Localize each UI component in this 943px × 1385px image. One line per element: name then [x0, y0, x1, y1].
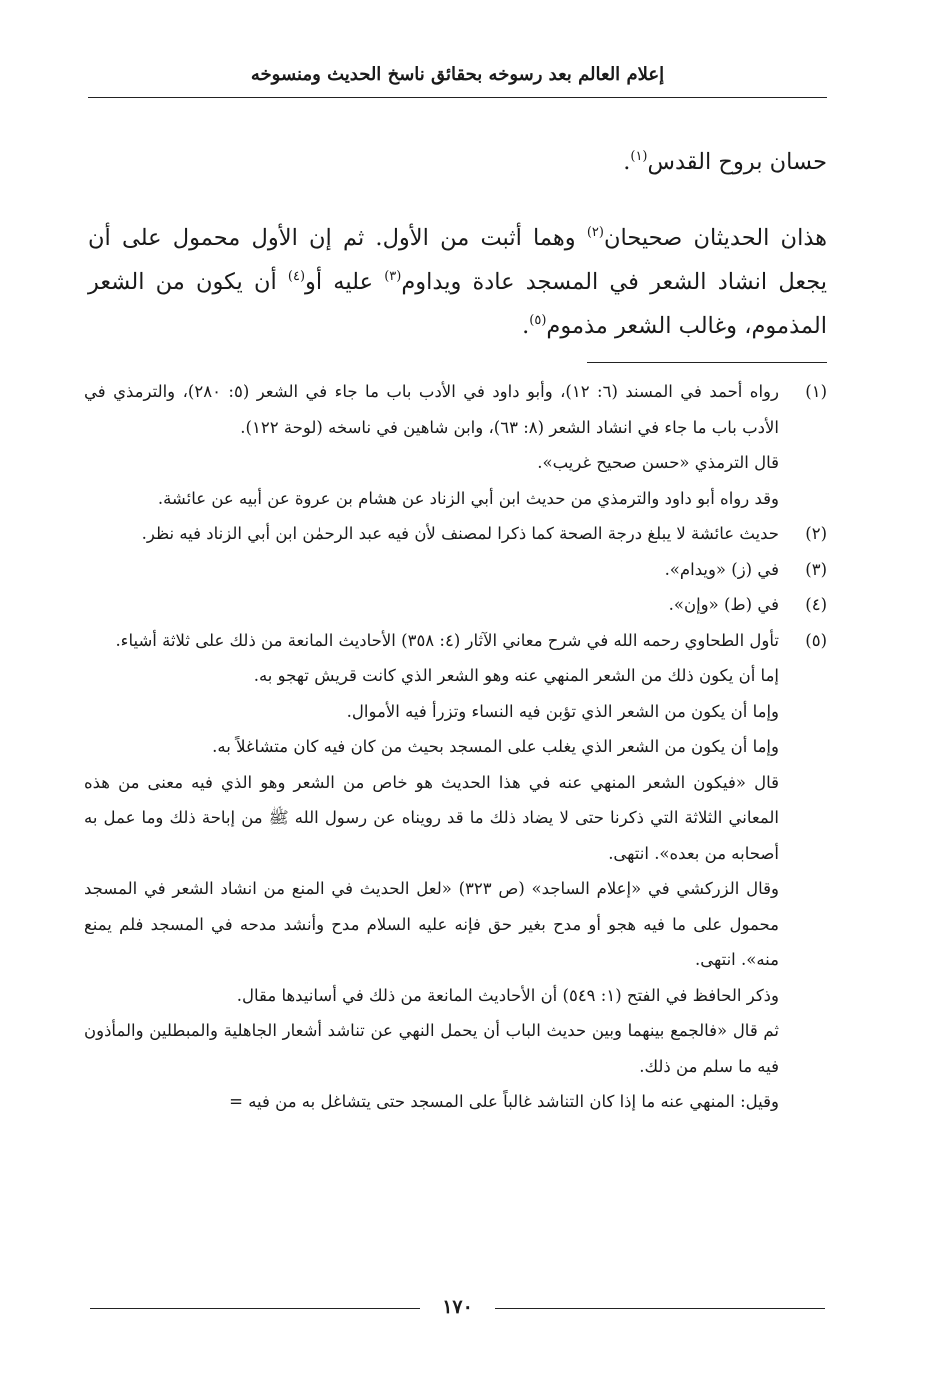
main-line-1-end: .: [623, 149, 631, 175]
footnote-mark: (٥): [805, 630, 827, 650]
main-para-part-a: هذان الحديثان صحيحان: [603, 225, 827, 251]
footnote-mark: (٣): [805, 559, 827, 579]
footnote-paragraph: ثم قال «فالجمع بينهما وبين حديث الباب أن يحمل النهي عن تناشد أشعار الجاهلية والمبطلين والمأذون فيه ما سلم من ذلك.: [84, 1021, 779, 1076]
footnote-3: [84, 552, 827, 588]
footnote-paragraph: وقيل: المنهي عنه ما إذا كان التناشد غالباً على المسجد حتى يتشاغل به من فيه =: [229, 1092, 779, 1111]
footnote-paragraph: وذكر الحافظ في الفتح (١: ٥٤٩) أن الأحاديث المانعة من ذلك في أسانيدها مقال.: [236, 985, 779, 1005]
footnote-paragraph: قال «فيكون الشعر المنهي عنه في هذا الحديث هو خاص من الشعر وهو الذي فيه معنى من هذه المعاني الثلاثة التي ذكرنا حتى لا يضاد ذلك ما قد رويناه عن رسول الله ﷺ من إباحة ذلك وما عمل به أصحابه من بعده». انتهى.: [84, 772, 779, 863]
footnote-paragraph: في (ط) «وإن».: [668, 595, 779, 614]
footnote-2: [84, 516, 827, 552]
footnote-paragraph: حديث عائشة لا يبلغ درجة الصحة كما ذكرا لمصنف لأن فيه عبد الرحمٰن ابن أبي الزناد فيه نظر.: [141, 524, 779, 543]
page-footer: [90, 1292, 825, 1322]
footnote-paragraph: وإما أن يكون من الشعر الذي يغلب على المسجد بحيث من كان فيه كان متشاغلاً به.: [212, 737, 779, 756]
footnote-paragraph: وقد رواه أبو داود والترمذي من حديث ابن أبي الزناد عن هشام بن عروة عن أبيه عن عائشة.: [157, 488, 779, 508]
footnote-body: [84, 587, 779, 623]
footnote-separator: [587, 362, 827, 363]
footnote-ref-2: (٢): [586, 225, 604, 240]
main-line-1: [88, 140, 827, 184]
footnote-paragraph: وإما أن يكون من الشعر الذي تؤبن فيه النساء وتزرأ فيه الأموال.: [346, 701, 779, 721]
footer-rule-left: [90, 1308, 420, 1309]
main-text: [88, 140, 827, 348]
footnotes: [84, 374, 827, 1120]
main-para-part-b: وهما أثبت من الأول. ثم إن الأول محمول على أن يجعل انشاد الشعر في المسجد عادة ويداوم: [88, 225, 827, 295]
page-number: ١٧٠: [442, 1296, 473, 1318]
main-line-1-text: حسان بروح القدس: [647, 149, 827, 175]
footnote-4: [84, 587, 827, 623]
main-para-part-d: أن يكون من الشعر المذموم، وغالب الشعر مذموم: [88, 269, 827, 339]
footnote-paragraph: في (ز) «ويدام».: [664, 559, 779, 579]
footnote-body: [84, 552, 779, 588]
footnote-paragraph: تأول الطحاوي رحمه الله في شرح معاني الآثار (٤: ٣٥٨) الأحاديث المانعة من ذلك على ثلاثة أشياء.: [115, 630, 779, 650]
footnote-body: [84, 623, 779, 1120]
footnote-paragraph: إما أن يكون ذلك من الشعر المنهي عنه وهو الشعر الذي كانت قريش تهجو به.: [253, 666, 779, 685]
footnote-paragraph: قال الترمذي «حسن صحيح غريب».: [537, 453, 779, 472]
footnote-ref-1: (١): [630, 149, 648, 164]
main-para-part-c: عليه أو: [305, 269, 385, 295]
footnote-mark: (٢): [805, 524, 827, 543]
footnote-ref-5: (٥): [529, 313, 547, 328]
footnote-body: [84, 374, 779, 516]
footnote-mark: (١): [805, 382, 827, 401]
footnote-ref-3: (٣): [384, 269, 402, 284]
footnote-ref-4: (٤): [287, 269, 306, 284]
main-para-part-e: .: [522, 313, 530, 339]
running-header: إعلام العالم بعد رسوخه بحقائق ناسخ الحديث ومنسوخه: [250, 64, 665, 85]
footnote-body: [84, 516, 779, 552]
header-rule: [88, 97, 827, 98]
footnote-paragraph: رواه أحمد في المسند (٦: ١٢)، وأبو داود في الأدب باب ما جاء في الشعر (٥: ٢٨٠)، والترمذي في الأدب باب ما جاء في انشاد الشعر (٨: ٦٣)، وابن شاهين في ناسخه (لوحة ١٢٢).: [84, 382, 779, 437]
main-paragraph: [88, 216, 827, 348]
footnote-5: [84, 623, 827, 1120]
footnote-1: [84, 374, 827, 516]
footnote-paragraph: وقال الزركشي في «إعلام الساجد» (ص ٣٢٣) «لعل الحديث في المنع من انشاد الشعر في المسجد محمول على ما فيه هجو أو مدح بغير حق فإنه عليه السلام مدح وأنشد مدحه في المسجد فلم يمنع منه». انتهى.: [84, 879, 780, 969]
footnote-mark: (٤): [805, 595, 827, 614]
